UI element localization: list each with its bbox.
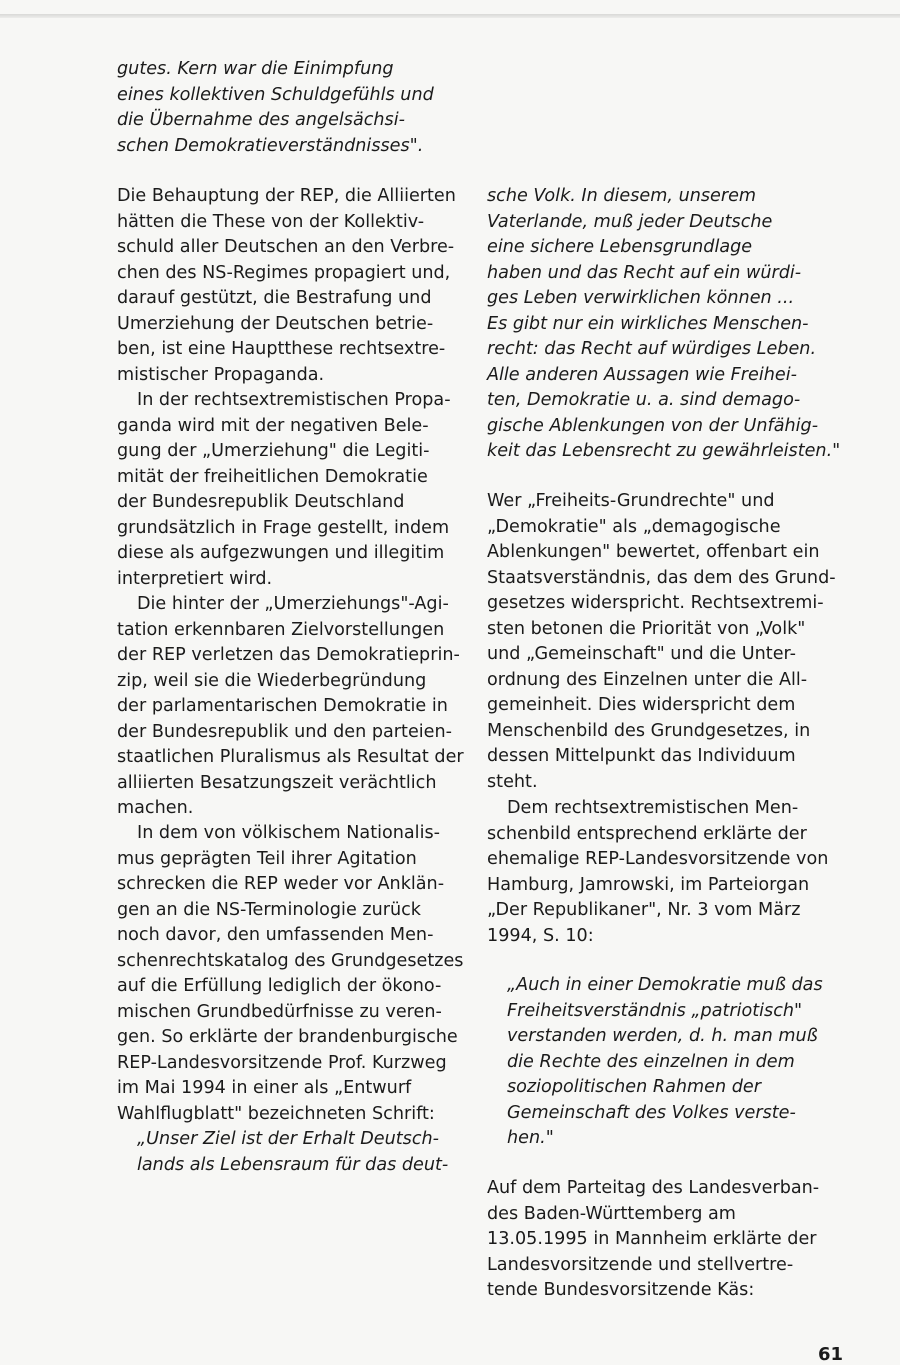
text-line: dessen Mittelpunkt das Individuum — [487, 746, 796, 766]
text-line: der REP verletzen das Demokratieprin- — [117, 645, 460, 665]
text-line: staatlichen Pluralismus als Resultat der — [117, 747, 464, 767]
text-line: Dem rechtsextremistischen Men- — [507, 798, 799, 818]
quote-start-block — [117, 1127, 448, 1178]
text-line: mus geprägten Teil ihrer Agitation — [117, 848, 417, 869]
quote-continuation-block — [487, 184, 840, 465]
text-line: schuld aller Deutschen an den Verbre- — [117, 237, 455, 257]
text-line: sten betonen die Priorität von „Volk" — [487, 618, 806, 639]
paragraph-4 — [117, 821, 463, 1127]
text-line: ten, Demokratie u. a. sind demago- — [487, 390, 801, 410]
text-line: Wahlflugblatt" bezeichneten Schrift: — [117, 1103, 435, 1124]
text-line: gen an die NS-Terminologie zurück — [117, 899, 421, 920]
text-line: diese als aufgezwungen und illegitim — [117, 543, 445, 563]
text-line: gung der „Umerziehung" die Legiti- — [117, 441, 430, 461]
text-line: ges Leben verwirklichen können ... — [487, 288, 795, 308]
text-line: Gemeinschaft des Volkes verste- — [507, 1102, 796, 1123]
text-line: noch davor, den umfassenden Men- — [117, 925, 434, 945]
text-line: gutes. Kern war die Einimpfung — [117, 59, 394, 79]
text-line: der Bundesrepublik Deutschland — [117, 492, 405, 512]
text-line: keit das Lebensrecht zu gewährleisten." — [487, 441, 841, 461]
text-line: In der rechtsextremistischen Propa- — [137, 390, 451, 410]
text-line: interpretiert wird. — [117, 568, 273, 589]
paragraph-5 — [487, 489, 836, 795]
paragraph-6 — [487, 796, 828, 949]
text-line: 1994, S. 10: — [487, 925, 594, 946]
text-line: tende Bundesvorsitzende Käs: — [487, 1280, 755, 1300]
text-line: 13.05.1995 in Mannheim erklärte der — [487, 1229, 817, 1249]
text-line: verstanden werden, d. h. man muß — [507, 1026, 818, 1046]
text-line: „Unser Ziel ist der Erhalt Deutsch- — [137, 1129, 439, 1149]
quote-end-block — [117, 57, 434, 159]
text-line: steht. — [487, 771, 538, 792]
text-line: machen. — [117, 798, 194, 818]
text-line: des Baden-Württemberg am — [487, 1203, 736, 1224]
text-line: REP-Landesvorsitzende Prof. Kurzweg — [117, 1052, 447, 1073]
text-line: Die Behauptung der REP, die Alliierten — [117, 186, 456, 206]
page-number: 61 — [818, 1344, 844, 1365]
text-line: grundsätzlich in Frage gestellt, indem — [117, 517, 450, 538]
paragraph-1 — [117, 184, 456, 388]
text-line: Vaterlande, muß jeder Deutsche — [487, 211, 773, 232]
text-line: gen. So erklärte der brandenburgische — [117, 1027, 458, 1047]
text-line: haben und das Recht auf ein würdi- — [487, 262, 802, 283]
text-line: „Der Republikaner", Nr. 3 vom März — [487, 900, 801, 920]
text-line: darauf gestützt, die Bestrafung und — [117, 288, 432, 308]
paragraph-3 — [117, 592, 464, 822]
top-border-rule — [0, 14, 900, 18]
text-line: „Demokratie" als „demagogische — [487, 516, 781, 537]
text-line: Hamburg, Jamrowski, im Parteiorgan — [487, 874, 810, 895]
text-line: Alle anderen Aussagen wie Freihei- — [487, 364, 797, 385]
text-line: ganda wird mit der negativen Bele- — [117, 415, 429, 436]
text-line: die Übernahme des angelsächsi- — [117, 110, 405, 130]
text-line: gemeinheit. Dies widerspricht dem — [487, 695, 796, 715]
text-line: gische Ablenkungen von der Unfähig- — [487, 415, 819, 436]
text-line: eines kollektiven Schuldgefühls und — [117, 84, 434, 105]
text-line: hen." — [507, 1128, 554, 1148]
paragraph-7 — [487, 1176, 819, 1304]
text-line: Wer „Freiheits-Grundrechte" und — [487, 491, 775, 511]
quote-2-block — [487, 973, 823, 1152]
text-line: mität der freiheitlichen Demokratie — [117, 466, 428, 487]
text-line: ehemalige REP-Landesvorsitzende von — [487, 849, 829, 869]
text-line: die Rechte des einzelnen in dem — [507, 1051, 795, 1072]
text-line: auf die Erfüllung lediglich der ökono- — [117, 976, 442, 996]
text-line: mischen Grundbedürfnisse zu veren- — [117, 1001, 442, 1022]
text-line: recht: das Recht auf würdiges Leben. — [487, 339, 817, 359]
text-line: schenbild entsprechend erklärte der — [487, 823, 807, 844]
text-line: Die hinter der „Umerziehungs"-Agi- — [137, 594, 449, 614]
text-line: eine sichere Lebensgrundlage — [487, 237, 753, 257]
text-line: lands als Lebensraum für das deut- — [137, 1154, 449, 1175]
text-line: Auf dem Parteitag des Landesverban- — [487, 1178, 820, 1198]
text-line: Umerziehung der Deutschen betrie- — [117, 313, 434, 334]
text-line: im Mai 1994 in einer als „Entwurf — [117, 1078, 412, 1098]
text-line: ben, ist eine Hauptthese rechtsextre- — [117, 339, 446, 359]
text-line: Menschenbild des Grundgesetzes, in — [487, 720, 811, 741]
text-line: chen des NS-Regimes propagiert und, — [117, 262, 451, 283]
text-line: hätten die These von der Kollektiv- — [117, 211, 425, 232]
text-line: gesetzes widerspricht. Rechtsextremi- — [487, 593, 824, 613]
text-line: der parlamentarischen Demokratie in — [117, 696, 448, 716]
text-line: Freiheitsverständnis „patriotisch" — [507, 1000, 803, 1021]
text-line: ordnung des Einzelnen unter die All- — [487, 669, 808, 690]
text-line: schrecken die REP weder vor Anklän- — [117, 874, 445, 894]
text-line: mistischer Propaganda. — [117, 364, 325, 385]
paragraph-2 — [117, 388, 451, 592]
text-line: soziopolitischen Rahmen der — [507, 1077, 761, 1097]
text-line: und „Gemeinschaft" und die Unter- — [487, 644, 796, 664]
text-line: In dem von völkischem Nationalis- — [137, 823, 440, 843]
text-line: Landesvorsitzende und stellvertre- — [487, 1254, 794, 1275]
text-line: Staatsverständnis, das dem des Grund- — [487, 567, 836, 588]
text-line: schenrechtskatalog des Grundgesetzes — [117, 950, 464, 971]
text-line: Ablenkungen" bewertet, offenbart ein — [487, 542, 820, 562]
text-line: Es gibt nur ein wirkliches Menschen- — [487, 313, 809, 334]
text-line: zip, weil sie die Wiederbegründung — [117, 670, 427, 691]
text-line: schen Demokratieverständnisses". — [117, 135, 424, 156]
text-line: der Bundesrepublik und den parteien- — [117, 721, 452, 742]
text-line: tation erkennbaren Zielvorstellungen — [117, 619, 445, 640]
text-line: „Auch in einer Demokratie muß das — [507, 975, 823, 995]
text-line: sche Volk. In diesem, unserem — [487, 186, 757, 206]
text-line: alliierten Besatzungszeit verächtlich — [117, 772, 437, 793]
